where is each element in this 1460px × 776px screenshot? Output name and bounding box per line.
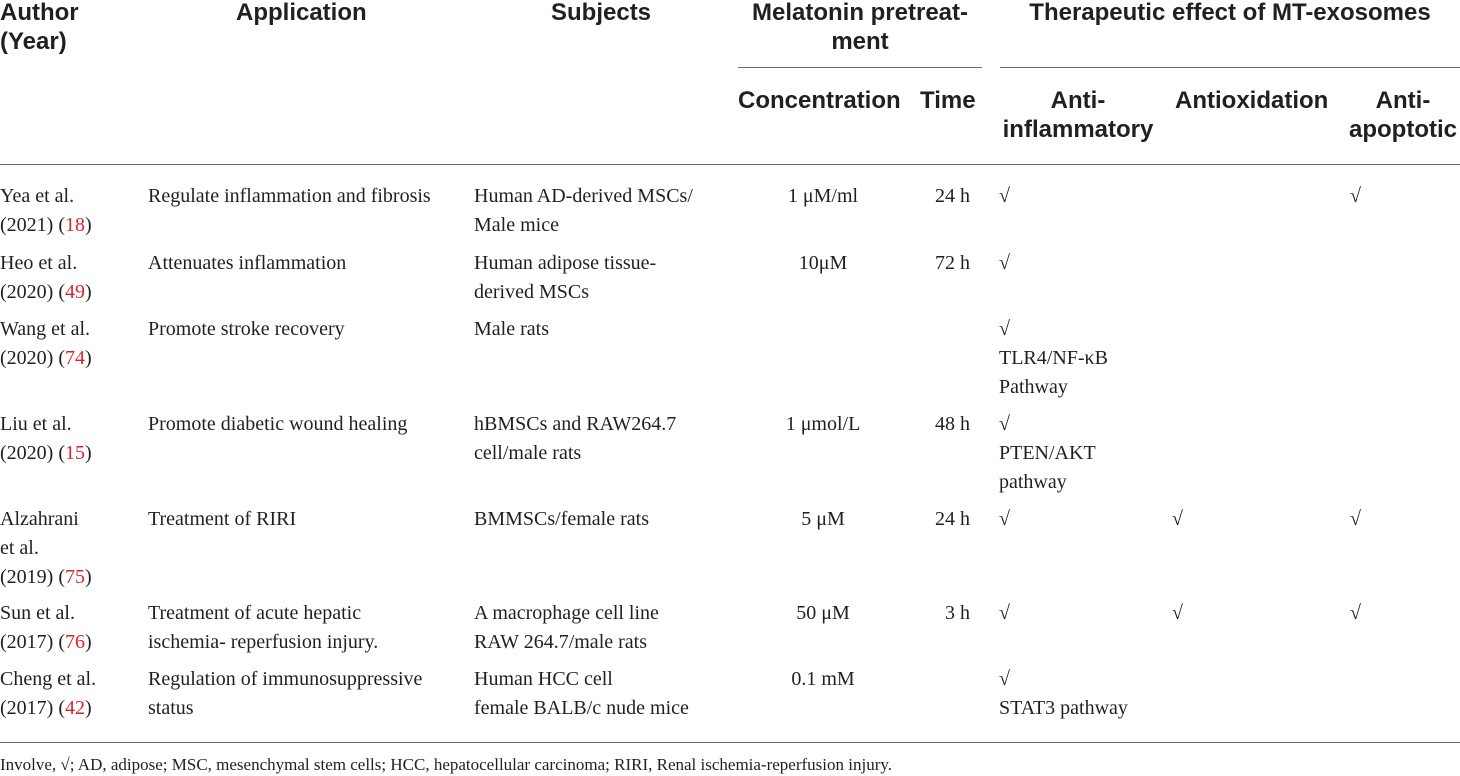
cell-time: 24 h: [935, 185, 970, 207]
reference-link[interactable]: 18: [64, 214, 85, 236]
cell-subjects: Male rats: [474, 318, 549, 340]
cell-application: Treatment of acute hepatic ischemia- reperfusion injury.: [148, 602, 379, 653]
cell-anti-inflammatory: √: [999, 185, 1010, 207]
cell-anti-inflammatory: √ STAT3 pathway: [999, 668, 1128, 719]
cell-anti-apoptotic: √: [1350, 508, 1361, 530]
cell-concentration: 5 μM: [801, 508, 845, 530]
header-antioxidation: Antioxidation: [1175, 87, 1329, 114]
cell-anti-apoptotic: √: [1350, 602, 1361, 624]
table-footnote: Involve, √; AD, adipose; MSC, mesenchymal stem cells; HCC, hepatocellular carcinoma; RIRI, Renal ischemia-reperfusion injury.: [0, 755, 893, 774]
cell-antioxidation: √: [1172, 508, 1183, 530]
cell-anti-inflammatory: √: [999, 602, 1010, 624]
cell-concentration: 1 μM/ml: [787, 185, 859, 207]
cell-concentration: 1 μmol/L: [785, 413, 861, 435]
cell-subjects: A macrophage cell line RAW 264.7/male rats: [474, 602, 659, 653]
cell-anti-inflammatory: √ TLR4/NF-κB Pathway: [999, 318, 1108, 398]
cell-application: Regulate inflammation and fibrosis: [148, 185, 431, 207]
cell-anti-apoptotic: √: [1350, 185, 1361, 207]
cell-application: Attenuates inflammation: [148, 252, 347, 274]
reference-link[interactable]: 74: [64, 347, 85, 369]
reference-link[interactable]: 76: [64, 631, 85, 653]
reference-link[interactable]: 42: [64, 697, 85, 719]
cell-subjects: Human AD-derived MSCs/ Male mice: [474, 185, 693, 236]
header-anti-inflammatory: Anti- inflammatory: [1002, 87, 1154, 143]
cell-concentration: 0.1 mM: [791, 668, 855, 690]
cell-author: Cheng et al. (2017) (42): [0, 668, 97, 719]
reference-link[interactable]: 15: [64, 442, 85, 464]
cell-author: Liu et al. (2020) (15): [0, 413, 92, 464]
header-concentration: Concentration: [738, 87, 901, 114]
header-melatonin-pretreatment: Melatonin pretreat- ment: [751, 0, 969, 55]
header-subjects: Subjects: [551, 0, 652, 26]
reference-link[interactable]: 49: [64, 281, 85, 303]
cell-subjects: BMMSCs/female rats: [474, 508, 649, 530]
cell-author: Sun et al. (2017) (76): [0, 602, 92, 653]
cell-antioxidation: √: [1172, 602, 1183, 624]
header-application: Application: [236, 0, 367, 26]
cell-anti-inflammatory: √: [999, 508, 1010, 530]
cell-subjects: Human HCC cell female BALB/c nude mice: [474, 668, 689, 719]
header-time: Time: [920, 87, 976, 114]
cell-subjects: hBMSCs and RAW264.7 cell/male rats: [474, 413, 677, 464]
cell-anti-inflammatory: √: [999, 252, 1010, 274]
header-therapeutic-effect: Therapeutic effect of MT-exosomes: [1029, 0, 1431, 26]
header-anti-apoptotic: Anti- apoptotic: [1349, 87, 1457, 143]
header-sub-rule-melatonin: [738, 67, 982, 68]
cell-application: Promote stroke recovery: [148, 318, 345, 340]
cell-time: 72 h: [935, 252, 970, 274]
cell-concentration: 50 μM: [796, 602, 850, 624]
cell-concentration: 10μM: [798, 252, 848, 274]
cell-application: Treatment of RIRI: [148, 508, 297, 530]
cell-subjects: Human adipose tissue- derived MSCs: [474, 252, 657, 303]
cell-application: Promote diabetic wound healing: [148, 413, 408, 435]
cell-author: Alzahrani et al. (2019) (75): [0, 508, 92, 588]
header-bottom-rule: [0, 164, 1460, 165]
reference-link[interactable]: 75: [64, 566, 85, 588]
header-author: Author (Year): [0, 0, 79, 55]
cell-author: Wang et al. (2020) (74): [0, 318, 92, 369]
cell-application: Regulation of immunosuppressive status: [148, 668, 423, 719]
table-bottom-rule: [0, 742, 1460, 743]
cell-anti-inflammatory: √ PTEN/AKT pathway: [999, 413, 1096, 493]
cell-time: 48 h: [935, 413, 970, 435]
cell-author: Yea et al. (2021) (18): [0, 185, 92, 236]
cell-time: 24 h: [935, 508, 970, 530]
cell-author: Heo et al. (2020) (49): [0, 252, 92, 303]
cell-time: 3 h: [945, 602, 970, 624]
header-sub-rule-effect: [1000, 67, 1460, 68]
